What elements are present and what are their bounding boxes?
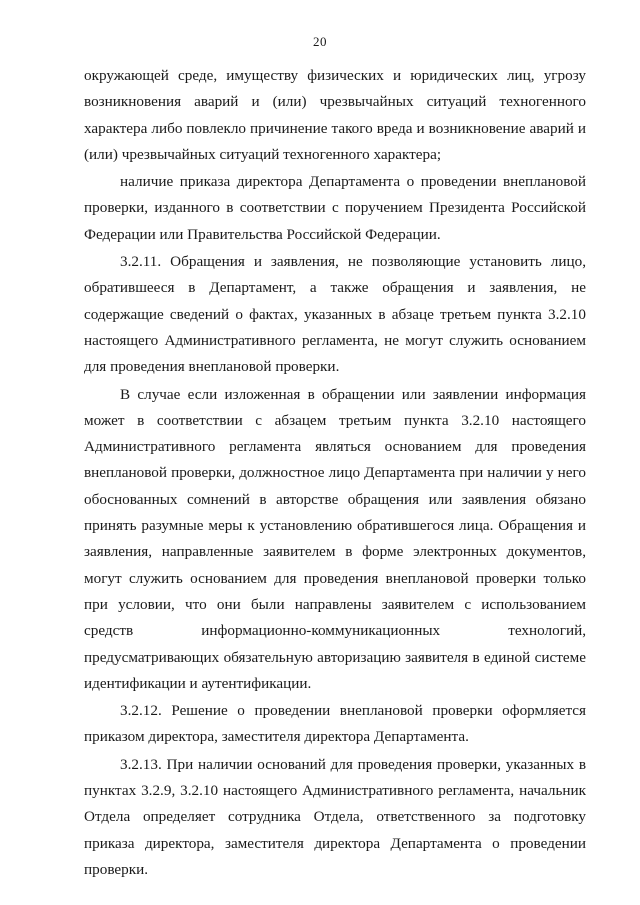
paragraph-3-2-12: 3.2.12. Решение о проведении внеплановой проверки оформляется приказом директора, заместителя директора Департамента. [84, 702, 586, 746]
page-number: 20 [313, 34, 327, 49]
paragraph-3-2-13: 3.2.13. При наличии оснований для проведения проверки, указанных в пунктах 3.2.9, 3.2.10 настоящего Административного регламента, начальник Отдела определяет сотрудника Отдела, ответственного за подготовку приказа директора, заместителя директора Департамента о проведении проверки. [84, 755, 586, 878]
paragraph-3-2-11: 3.2.11. Обращения и заявления, не позволяющие установить лицо, обратившееся в Департамент, а также обращения и заявления, не содержащие сведений о фактах, указанных в абзаце третьем пункта 3.2.10 настоящего Административного регламента, не могут служить основанием для проведения внеплановой проверки. [84, 253, 586, 376]
document-body [84, 63, 586, 883]
paragraph-anonymous-appeals: В случае если изложенная в обращении или заявлении информация может в соответствии с абзацем третьим пункта 3.2.10 настоящего Административного регламента являться основанием для проведения внеплановой проверки, должностное лицо Департамента при наличии у него обоснованных сомнений в авторстве обращения или заявления обязано принять разумные меры к установлению обратившегося лица. Обращения и заявления, направленные заявителем в форме электронных документов, могут служить основанием для проведения внеплановой проверки только при условии, что они были направлены заявителем с использованием средств информационно-коммуникационных технологий, предусматривающих обязательную авторизацию заявителя в единой системе идентификации и аутентификации. [84, 385, 586, 692]
paragraph-order-condition: наличие приказа директора Департамента о проведении внеплановой проверки, изданного в соответствии с поручением Президента Российской Федерации или Правительства Российской Федерации. [84, 173, 586, 243]
paragraph-continuation: окружающей среде, имуществу физических и юридических лиц, угрозу возникновения аварий и (или) чрезвычайных ситуаций техногенного характера либо повлекло причинение такого вреда и возникновение аварий и (или) чрезвычайных ситуаций техногенного характера; [84, 67, 586, 163]
